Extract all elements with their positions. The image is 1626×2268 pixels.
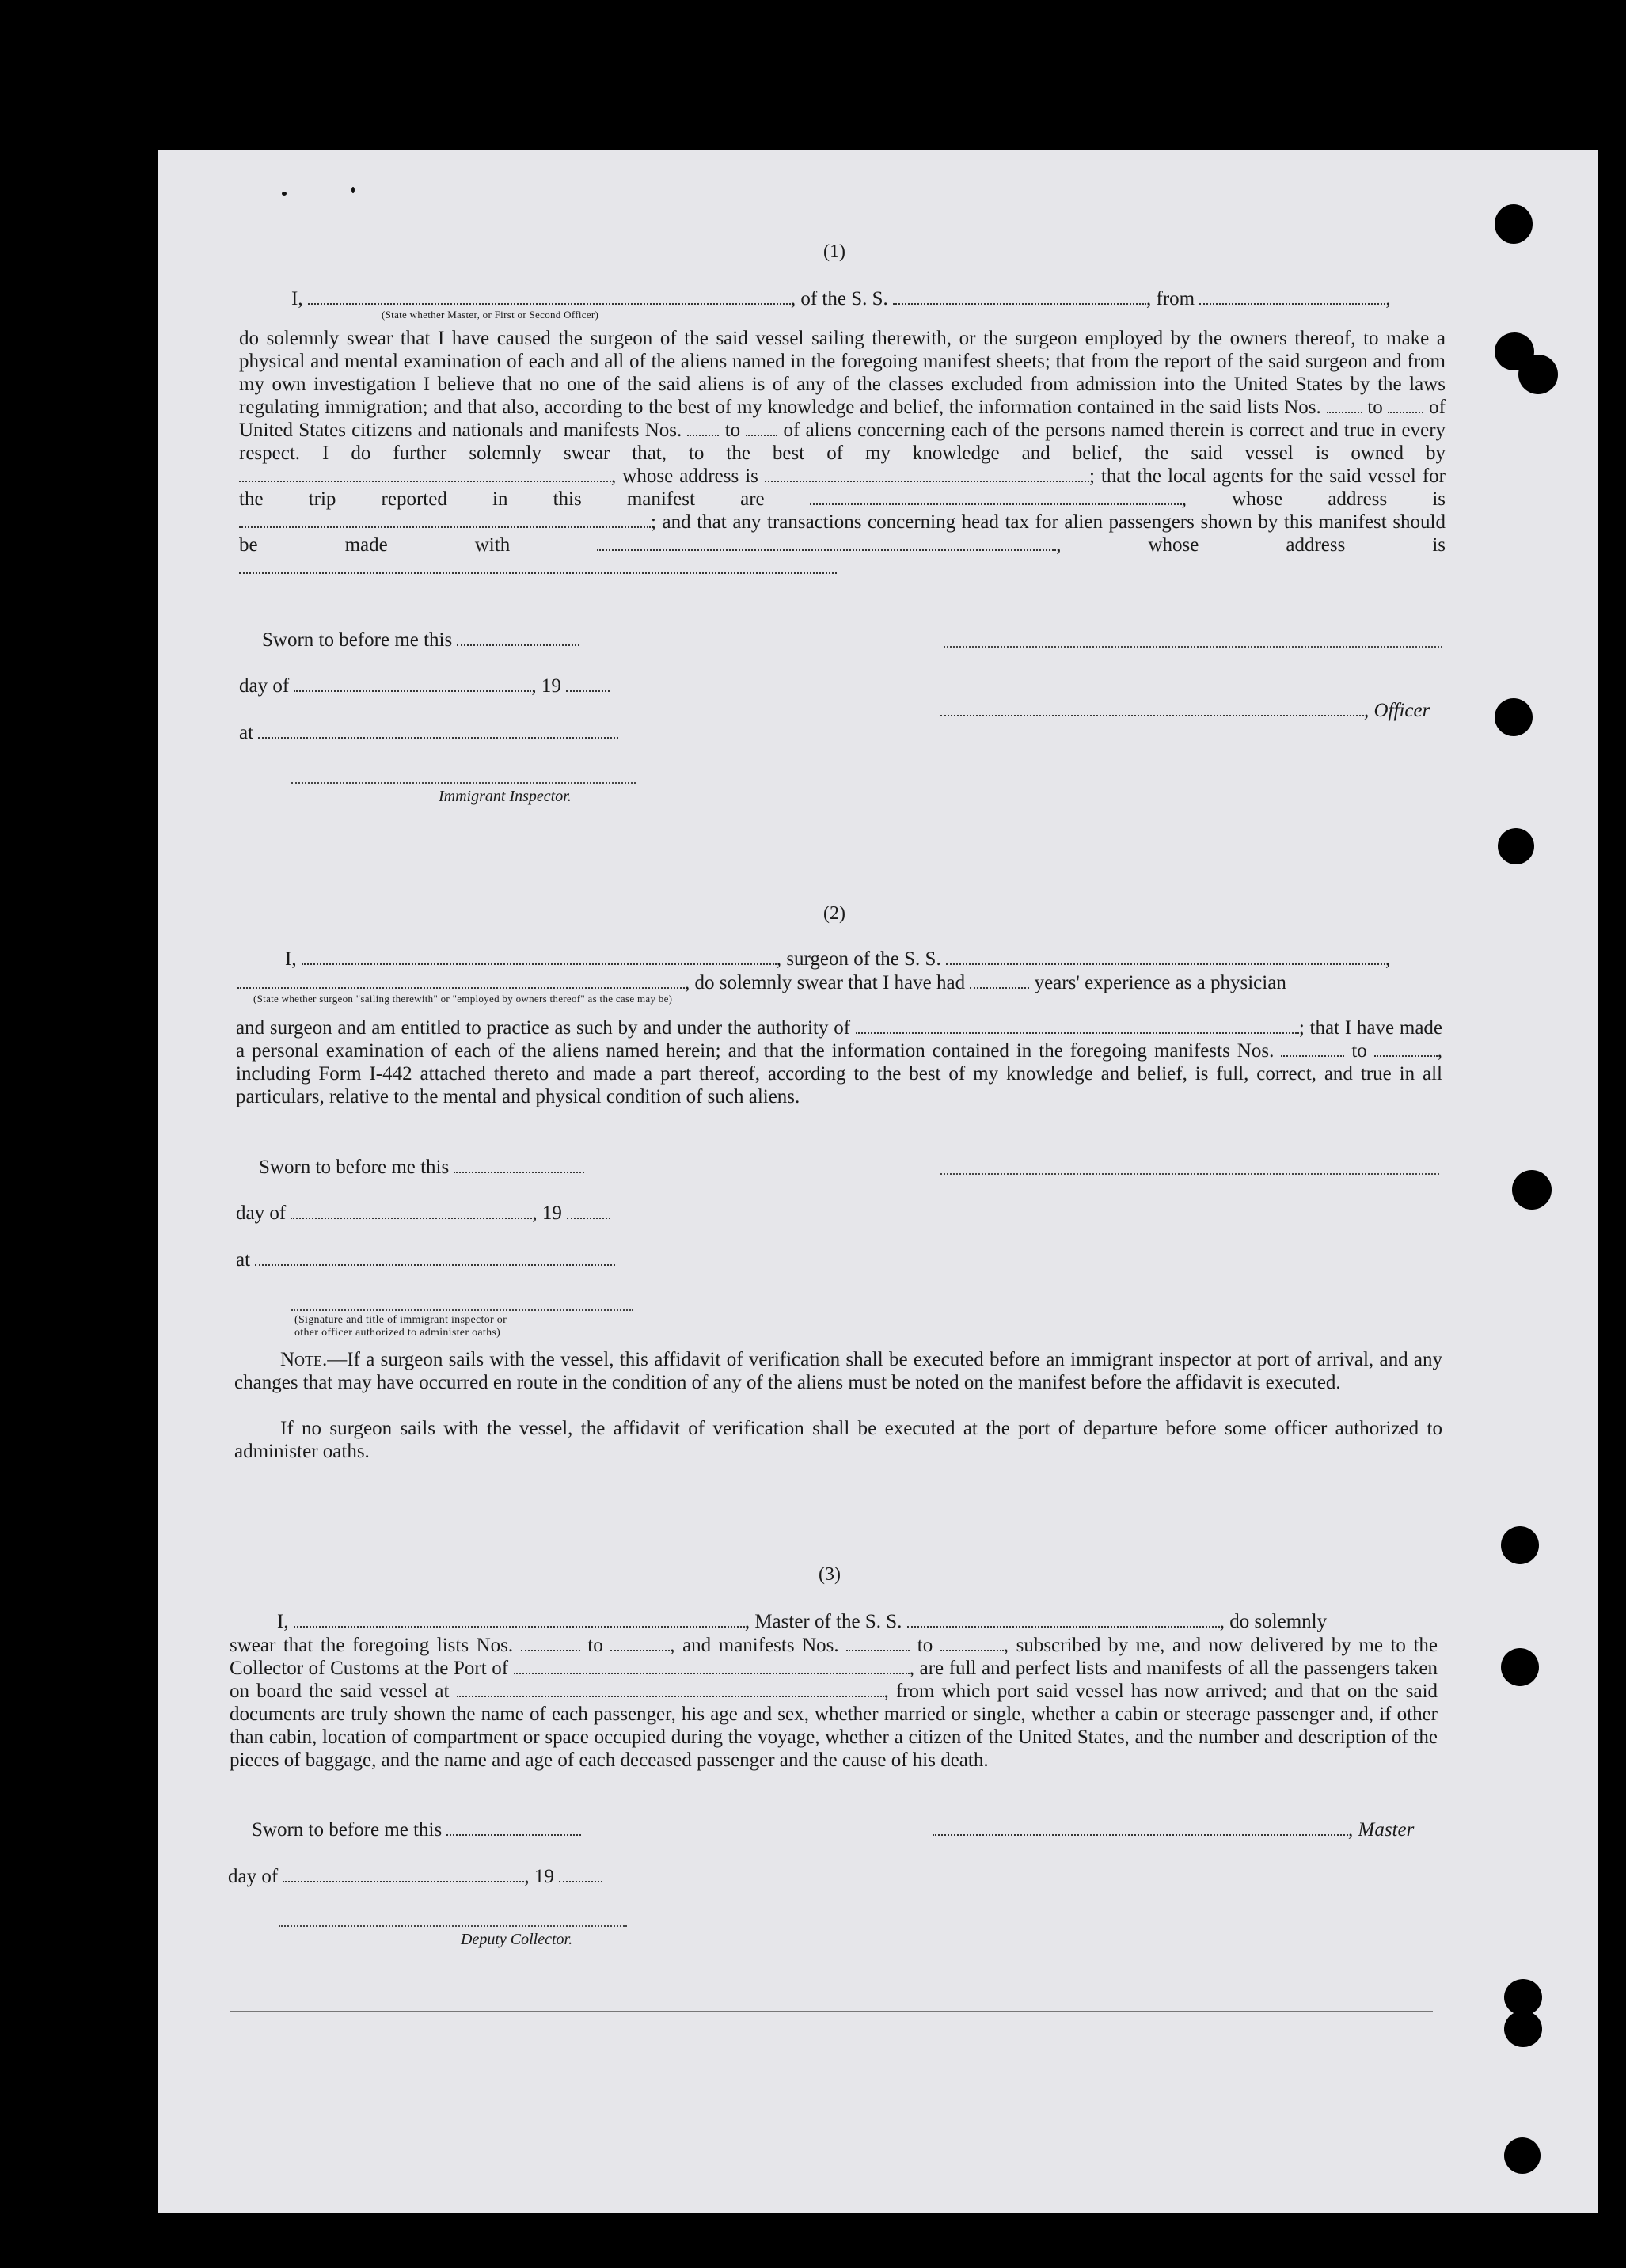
- section-1-of-ss: , of the S. S.: [790, 288, 888, 310]
- sworn-label: Sworn to before me this: [252, 1819, 443, 1841]
- section-3-master: [933, 1818, 1414, 1841]
- section-1-to: to: [1367, 397, 1383, 418]
- section-2-comma: ,: [1385, 948, 1391, 970]
- section-3-heading: (3): [819, 1564, 841, 1585]
- section-1-i: I,: [291, 288, 303, 310]
- section-2-note-2: [234, 1417, 1442, 1463]
- section-1-from: , from: [1146, 288, 1195, 310]
- note-label: Note.: [280, 1349, 328, 1370]
- sworn-label: Sworn to before me this: [262, 629, 453, 651]
- section-1-text-a: do solemnly swear that I have caused the surgeon of the said vessel sailing therewith, or the surgeon employed by the owners thereof, to make a physical and mental examination of each and all of the aliens named in the foregoing manifest sheets; that from the report of the said surgeon and from my own investigation I believe that no one of the said aliens is of any of the classes excluded from admission into the United States by the laws regulating immigration; and that also, according to the best of my knowledge and belief, the information contained in the said lists Nos.: [239, 328, 1446, 418]
- officer-signature-line: [944, 646, 1442, 648]
- at-label: at: [239, 722, 254, 743]
- section-1-comma: ,: [1385, 288, 1391, 310]
- year-label: , 19: [524, 1866, 554, 1887]
- punch-hole: [1504, 2137, 1541, 2174]
- section-2-sworn: [259, 1156, 584, 1179]
- section-2-line-2: [237, 971, 1286, 994]
- section-3-line-1: [277, 1610, 1327, 1633]
- signature-note-2: other officer authorized to administer oaths): [294, 1327, 501, 1339]
- section-3-text-b: , and manifests Nos.: [670, 1635, 839, 1656]
- sworn-label: Sworn to before me this: [259, 1157, 450, 1178]
- section-3-sworn: [252, 1818, 581, 1841]
- section-3-day: [228, 1865, 602, 1888]
- section-1-address-3: , whose address is: [1056, 534, 1446, 556]
- master-label: , Master: [1348, 1819, 1415, 1841]
- section-2-surgeon-of: , surgeon of the S. S.: [776, 948, 941, 970]
- section-2-note: [234, 1348, 1442, 1394]
- section-2-swear: , do solemnly swear that I have had: [685, 972, 966, 993]
- collector-label: Deputy Collector.: [461, 1931, 573, 1948]
- inspector-signature-line: [291, 782, 636, 784]
- section-2-at: [236, 1248, 615, 1271]
- section-3-i: I,: [277, 1611, 289, 1632]
- section-1-text-b: of United States citizens and nationals and manifests Nos.: [239, 397, 1446, 441]
- section-2-i: I,: [285, 948, 297, 970]
- section-3-to: to: [587, 1635, 603, 1656]
- punch-hole: [1495, 698, 1533, 736]
- section-1-to: to: [724, 420, 741, 441]
- speck-mark: [282, 192, 287, 196]
- section-1-officer: [940, 699, 1430, 722]
- punch-hole: [1498, 828, 1534, 864]
- year-label: , 19: [532, 1202, 562, 1224]
- punch-hole: [1495, 204, 1533, 244]
- bottom-rule: [230, 2011, 1433, 2012]
- section-1-text-d: ; that the local agents for the said vessel for the trip reported in this manifest are: [239, 465, 1446, 510]
- section-3-text-e: , from which port said vessel has now arrived; and that on the said documents are truly shown the name of each passenger, his age and sex, whether married or single, whether a cabin or steerage passenger and, if other than cabin, location of compartment or space occupied during the voyage, whether a citizen of the United States, and the number and description of the pieces of baggage, and the name and age of each deceased passenger and the cause of his death.: [230, 1681, 1438, 1771]
- section-2-body: [236, 1016, 1442, 1108]
- day-of-label: day of: [236, 1202, 287, 1224]
- punch-hole: [1501, 1526, 1539, 1564]
- punch-hole: [1518, 355, 1558, 394]
- day-of-label: day of: [228, 1866, 279, 1887]
- section-1-at: [239, 721, 618, 744]
- punch-hole: [1512, 1170, 1552, 1210]
- section-1-text-e: ; and that any transactions concerning head tax for alien passengers shown by this manifest should be made with: [239, 511, 1446, 556]
- note-text: —If a surgeon sails with the vessel, this affidavit of verification shall be executed before an immigrant inspector at port of arrival, and any changes that may have occurred en route in the condition of any of the aliens must be noted on the manifest before the affidavit is executed.: [234, 1349, 1442, 1393]
- section-2-text-c: , including Form I-442 attached thereto and made a part thereof, according to the best of my knowledge and belief, is full, correct, and true in all particulars, relative to the mental and physical condition of such aliens.: [236, 1040, 1443, 1107]
- section-2-text-b: ; that I have made a personal examination of each of the aliens named herein; and that the information contained in the foregoing manifests Nos.: [236, 1017, 1443, 1062]
- section-2-line-1: [285, 948, 1390, 971]
- section-3-text-d: , are full and perfect lists and manifests of all the passengers taken on board the said vessel at: [230, 1658, 1438, 1702]
- section-1-body: do solemnly swear that I have caused the surgeon of the said vessel sailing therewith, or the surgeon employed by the owners thereof, to make a physical and mental examination of each and all of the aliens named in the foregoing manifest sheets; that from the report of the said surgeon and from my own investigation I believe that no one of the said aliens is of any of the classes excluded from admission into the United States by the laws regulating immigration; and that also, according to the best of my knowledge and belief, the information contained in the said lists Nos. to of United States citizens and nationals and manifests Nos. to of aliens concerning each of the persons named therein is correct and true in every respect. I do further solemnly swear that, to the best of my knowledge and belief, the said vessel is owned by , whose address is ; that the local agents for the said vessel for the trip reported in this manifest are , whose address is ; and that any transactions concerning head tax for alien passengers shown by this manifest should be made with , whose address is: [239, 327, 1446, 579]
- officer-label: , Officer: [1364, 700, 1430, 721]
- section-1-text-c: of aliens concerning each of the persons named therein is correct and true in every respect. I do further solemnly swear that, to the best of my knowledge and belief, the said vessel is owned by: [239, 420, 1446, 464]
- section-1-day: [239, 674, 610, 697]
- year-label: , 19: [531, 675, 561, 697]
- section-1-sworn: [262, 629, 579, 652]
- section-2-years: years' experience as a physician: [1034, 972, 1286, 993]
- officer-note: (State whether Master, or First or Second Officer): [382, 309, 599, 321]
- note-text-2: If no surgeon sails with the vessel, the affidavit of verification shall be executed at the port of departure before some officer authorized to administer oaths.: [234, 1418, 1442, 1462]
- section-3-text-a: swear that the foregoing lists Nos.: [230, 1635, 514, 1656]
- section-3-solemnly: , do solemnly: [1219, 1611, 1328, 1632]
- collector-signature-line: [279, 1925, 627, 1927]
- section-3-master-of: , Master of the S. S.: [744, 1611, 902, 1632]
- section-1-heading: (1): [823, 241, 845, 262]
- section-2-to: to: [1351, 1040, 1367, 1062]
- section-1-address-1: , whose address is: [611, 465, 758, 487]
- section-2-text-a: and surgeon and am entitled to practice as such by and under the authority of: [236, 1017, 851, 1039]
- surgeon-signature-line: [940, 1173, 1439, 1175]
- section-1-address-2: whose address is: [1232, 488, 1446, 510]
- signature-note-1: (Signature and title of immigrant inspector or: [294, 1314, 507, 1326]
- punch-hole: [1501, 1648, 1539, 1686]
- day-of-label: day of: [239, 675, 290, 697]
- speck-mark: [351, 187, 355, 193]
- section-1-line-1: [291, 287, 1391, 310]
- section-2-day: [236, 1202, 610, 1225]
- section-3-to: to: [917, 1635, 933, 1656]
- at-label: at: [236, 1249, 251, 1271]
- section-2-heading: (2): [823, 903, 845, 924]
- section-3-body: [230, 1634, 1438, 1772]
- inspector-signature-line: [291, 1309, 633, 1311]
- surgeon-note: (State whether surgeon "sailing therewith" or "employed by owners thereof" as the case may be): [253, 993, 673, 1005]
- section-3-text-c: , subscribed by me, and now delivered by me to the Collector of Customs at the Port of: [230, 1635, 1438, 1679]
- punch-hole: [1504, 2011, 1542, 2047]
- inspector-label: Immigrant Inspector.: [439, 788, 572, 805]
